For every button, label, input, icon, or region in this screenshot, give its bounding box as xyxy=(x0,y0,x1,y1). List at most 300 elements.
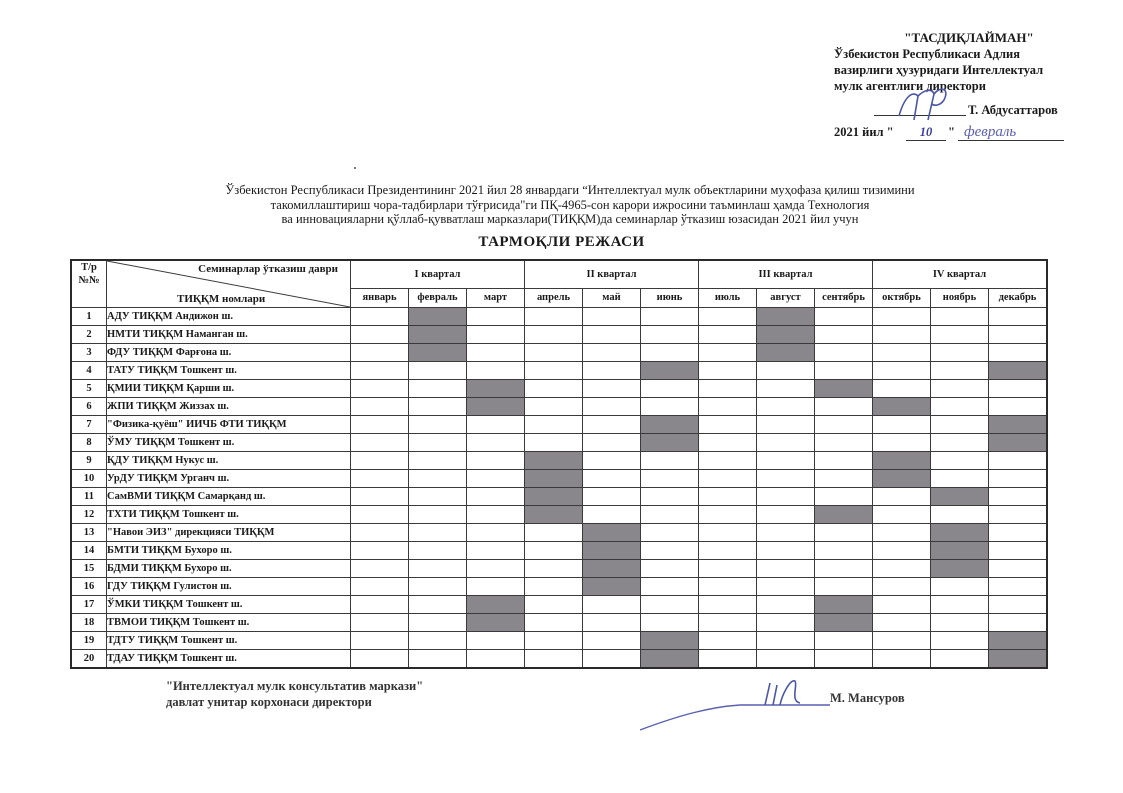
approval-line-1: Ўзбекистон Республикаси Адлия xyxy=(834,47,1020,61)
quarter-4-header: IV квартал xyxy=(873,260,1048,288)
row-number: 13 xyxy=(71,524,107,542)
month-cell xyxy=(583,650,641,669)
month-cell xyxy=(699,434,757,452)
table-row xyxy=(71,506,1047,524)
scheduled-month-cell xyxy=(757,326,815,344)
month-cell xyxy=(641,596,699,614)
month-cell xyxy=(583,452,641,470)
center-name: ҚДУ ТИҚҚМ Нукус ш. xyxy=(107,452,351,470)
scheduled-month-cell xyxy=(525,470,583,488)
row-number: 18 xyxy=(71,614,107,632)
month-cell xyxy=(989,506,1048,524)
month-cell xyxy=(641,542,699,560)
month-cell xyxy=(815,542,873,560)
month-cell xyxy=(815,524,873,542)
month-cell xyxy=(699,398,757,416)
row-number: 11 xyxy=(71,488,107,506)
month-cell xyxy=(641,344,699,362)
month-cell xyxy=(931,326,989,344)
month-cell xyxy=(641,578,699,596)
month-cell xyxy=(409,632,467,650)
scheduled-month-cell xyxy=(757,344,815,362)
month-cell xyxy=(873,362,931,380)
approval-line-3: мулк агентлиги директори xyxy=(834,79,986,93)
row-number: 17 xyxy=(71,596,107,614)
approval-month: феврaль xyxy=(958,124,1064,141)
approval-signature-row xyxy=(834,100,1094,122)
table-row xyxy=(71,344,1047,362)
table-row xyxy=(71,650,1047,669)
quarter-header-row xyxy=(71,260,1047,288)
month-cell xyxy=(873,488,931,506)
month-cell xyxy=(409,416,467,434)
month-cell xyxy=(873,308,931,326)
month-cell xyxy=(409,560,467,578)
scheduled-month-cell xyxy=(815,380,873,398)
center-name: ЖПИ ТИҚҚМ Жиззах ш. xyxy=(107,398,351,416)
scheduled-month-cell xyxy=(641,650,699,669)
month-cell xyxy=(757,488,815,506)
row-number: 20 xyxy=(71,650,107,669)
table-row xyxy=(71,434,1047,452)
approval-signer-name: Т. Абдусаттаров xyxy=(968,103,1058,117)
month-cell xyxy=(525,308,583,326)
scheduled-month-cell xyxy=(931,488,989,506)
month-cell xyxy=(815,416,873,434)
center-name: СамВМИ ТИҚҚМ Самарқанд ш. xyxy=(107,488,351,506)
table-row xyxy=(71,416,1047,434)
scheduled-month-cell xyxy=(815,596,873,614)
month-cell xyxy=(583,398,641,416)
month-cell xyxy=(873,344,931,362)
month-cell xyxy=(873,596,931,614)
month-cell xyxy=(989,614,1048,632)
month-cell xyxy=(815,632,873,650)
month-cell xyxy=(351,506,409,524)
month-cell xyxy=(583,488,641,506)
quarter-2-header: II квартал xyxy=(525,260,699,288)
month-cell xyxy=(931,380,989,398)
month-cell xyxy=(931,362,989,380)
month-cell xyxy=(931,596,989,614)
month-cell xyxy=(467,632,525,650)
month-cell xyxy=(583,470,641,488)
row-number: 9 xyxy=(71,452,107,470)
month-cell xyxy=(467,488,525,506)
month-cell xyxy=(351,416,409,434)
center-name: ТВМОИ ТИҚҚМ Тошкент ш. xyxy=(107,614,351,632)
document-title: ТАРМОҚЛИ РЕЖАСИ xyxy=(478,234,645,250)
month-cell xyxy=(467,470,525,488)
month-cell xyxy=(525,542,583,560)
center-name: ЎМУ ТИҚҚМ Тошкент ш. xyxy=(107,434,351,452)
scheduled-month-cell xyxy=(931,542,989,560)
month-cell xyxy=(873,380,931,398)
month-cell xyxy=(351,452,409,470)
month-cell xyxy=(699,380,757,398)
month-cell xyxy=(815,488,873,506)
month-cell xyxy=(351,614,409,632)
table-row xyxy=(71,326,1047,344)
row-number: 8 xyxy=(71,434,107,452)
month-cell xyxy=(467,542,525,560)
month-cell xyxy=(757,506,815,524)
row-number: 12 xyxy=(71,506,107,524)
number-header-line-1: Т/р xyxy=(81,262,97,273)
month-cell xyxy=(989,560,1048,578)
center-name: АДУ ТИҚҚМ Андижон ш. xyxy=(107,308,351,326)
center-name: БДМИ ТИҚҚМ Бухоро ш. xyxy=(107,560,351,578)
table-row xyxy=(71,380,1047,398)
month-cell xyxy=(757,614,815,632)
month-cell xyxy=(351,308,409,326)
row-number: 5 xyxy=(71,380,107,398)
intro-line-2: такомиллаштириш чора-тадбирлари тўғрисида"ги ПҚ-4965-сон карори ижросини таъминлаш ҳамда Технология xyxy=(270,197,870,212)
month-cell xyxy=(815,308,873,326)
month-cell xyxy=(409,362,467,380)
month-cell xyxy=(525,650,583,669)
month-cell xyxy=(931,506,989,524)
center-name: "Физика-қуёш" ИИЧБ ФТИ ТИҚҚМ xyxy=(107,416,351,434)
month-cell xyxy=(351,488,409,506)
month-cell xyxy=(467,560,525,578)
month-cell xyxy=(467,506,525,524)
month-cell xyxy=(931,632,989,650)
month-cell xyxy=(467,416,525,434)
scheduled-month-cell xyxy=(873,470,931,488)
month-cell xyxy=(757,398,815,416)
month-cell xyxy=(931,434,989,452)
table-row xyxy=(71,398,1047,416)
month-cell xyxy=(815,434,873,452)
center-name: ФДУ ТИҚҚМ Фарғона ш. xyxy=(107,344,351,362)
scheduled-month-cell xyxy=(989,416,1048,434)
month-cell xyxy=(583,596,641,614)
month-cell xyxy=(641,326,699,344)
month-cell xyxy=(699,416,757,434)
plan-table-body xyxy=(71,308,1047,669)
month-cell xyxy=(931,578,989,596)
month-cell xyxy=(583,308,641,326)
month-cell xyxy=(583,344,641,362)
table-row xyxy=(71,560,1047,578)
month-header-7: июль xyxy=(699,288,757,307)
footer-line-2: давлат унитар корхонаси директори xyxy=(166,695,372,709)
table-row xyxy=(71,470,1047,488)
month-cell xyxy=(351,632,409,650)
month-cell xyxy=(467,308,525,326)
month-cell xyxy=(467,650,525,669)
month-cell xyxy=(583,434,641,452)
month-cell xyxy=(409,524,467,542)
name-column-header xyxy=(107,260,351,308)
center-name: ТДАУ ТИҚҚМ Тошкент ш. xyxy=(107,650,351,669)
month-cell xyxy=(525,380,583,398)
month-cell xyxy=(409,596,467,614)
month-cell xyxy=(989,398,1048,416)
month-cell xyxy=(873,524,931,542)
scheduled-month-cell xyxy=(815,506,873,524)
month-header-1: январь xyxy=(351,288,409,307)
month-cell xyxy=(873,578,931,596)
scan-speck xyxy=(354,167,356,169)
month-cell xyxy=(699,362,757,380)
scheduled-month-cell xyxy=(989,434,1048,452)
month-cell xyxy=(989,596,1048,614)
month-cell xyxy=(641,452,699,470)
month-cell xyxy=(467,524,525,542)
approval-block xyxy=(834,30,1094,142)
month-cell xyxy=(351,596,409,614)
quarter-1-header: I квартал xyxy=(351,260,525,288)
month-cell xyxy=(583,506,641,524)
month-cell xyxy=(989,542,1048,560)
month-cell xyxy=(873,506,931,524)
month-cell xyxy=(699,560,757,578)
month-cell xyxy=(525,416,583,434)
month-cell xyxy=(873,650,931,669)
month-cell xyxy=(641,308,699,326)
approval-year: 2021 йил " xyxy=(834,125,894,139)
approval-date-row xyxy=(834,122,1094,142)
month-cell xyxy=(873,542,931,560)
month-cell xyxy=(525,326,583,344)
month-cell xyxy=(815,344,873,362)
month-cell xyxy=(757,596,815,614)
month-cell xyxy=(931,308,989,326)
month-cell xyxy=(699,650,757,669)
month-cell xyxy=(699,326,757,344)
month-cell xyxy=(931,452,989,470)
month-cell xyxy=(699,452,757,470)
month-cell xyxy=(931,344,989,362)
month-cell xyxy=(699,596,757,614)
handwritten-signature-icon xyxy=(894,86,964,126)
month-cell xyxy=(409,470,467,488)
approval-title: "ТАСДИҚЛАЙМАН" xyxy=(904,30,1034,45)
scheduled-month-cell xyxy=(467,614,525,632)
row-number: 4 xyxy=(71,362,107,380)
table-row xyxy=(71,614,1047,632)
table-row xyxy=(71,308,1047,326)
month-header-5: май xyxy=(583,288,641,307)
month-cell xyxy=(467,434,525,452)
scheduled-month-cell xyxy=(409,344,467,362)
table-row xyxy=(71,452,1047,470)
scheduled-month-cell xyxy=(467,596,525,614)
month-cell xyxy=(351,650,409,669)
month-cell xyxy=(351,362,409,380)
scheduled-month-cell xyxy=(641,434,699,452)
footer-organization xyxy=(166,678,423,710)
month-header-4: апрель xyxy=(525,288,583,307)
month-cell xyxy=(699,488,757,506)
month-cell xyxy=(815,578,873,596)
month-cell xyxy=(873,632,931,650)
scheduled-month-cell xyxy=(409,308,467,326)
center-name: ТДТУ ТИҚҚМ Тошкент ш. xyxy=(107,632,351,650)
month-cell xyxy=(409,506,467,524)
month-cell xyxy=(525,632,583,650)
row-number: 14 xyxy=(71,542,107,560)
month-cell xyxy=(409,380,467,398)
month-cell xyxy=(699,614,757,632)
month-cell xyxy=(525,398,583,416)
month-cell xyxy=(699,542,757,560)
month-cell xyxy=(467,344,525,362)
table-row xyxy=(71,578,1047,596)
row-number: 19 xyxy=(71,632,107,650)
scheduled-month-cell xyxy=(757,308,815,326)
month-cell xyxy=(815,362,873,380)
footer-signer-name: М. Мансуров xyxy=(830,691,905,705)
row-number: 3 xyxy=(71,344,107,362)
row-number: 7 xyxy=(71,416,107,434)
month-cell xyxy=(699,344,757,362)
period-header-label: Семинарлар ўтказиш даври xyxy=(198,263,338,275)
month-cell xyxy=(815,650,873,669)
month-cell xyxy=(467,362,525,380)
month-cell xyxy=(757,524,815,542)
center-name: ЎМКИ ТИҚҚМ Тошкент ш. xyxy=(107,596,351,614)
month-cell xyxy=(931,614,989,632)
month-cell xyxy=(699,308,757,326)
month-cell xyxy=(815,560,873,578)
month-cell xyxy=(351,542,409,560)
month-cell xyxy=(351,470,409,488)
center-name: ҚМИИ ТИҚҚМ Қарши ш. xyxy=(107,380,351,398)
month-cell xyxy=(409,398,467,416)
month-cell xyxy=(699,578,757,596)
month-cell xyxy=(873,416,931,434)
month-cell xyxy=(641,614,699,632)
month-cell xyxy=(989,488,1048,506)
footer-line-1: "Интеллектуал мулк консультатив маркази" xyxy=(166,679,424,693)
month-cell xyxy=(525,614,583,632)
month-cell xyxy=(641,524,699,542)
scheduled-month-cell xyxy=(467,398,525,416)
row-number: 6 xyxy=(71,398,107,416)
month-cell xyxy=(757,416,815,434)
month-cell xyxy=(409,542,467,560)
month-cell xyxy=(583,614,641,632)
month-cell xyxy=(815,452,873,470)
month-cell xyxy=(989,578,1048,596)
month-cell xyxy=(989,308,1048,326)
scheduled-month-cell xyxy=(467,380,525,398)
center-name: "Навои ЭИЗ" дирекцияси ТИҚҚМ xyxy=(107,524,351,542)
month-cell xyxy=(351,380,409,398)
month-cell xyxy=(931,416,989,434)
scheduled-month-cell xyxy=(641,416,699,434)
month-cell xyxy=(989,326,1048,344)
month-cell xyxy=(525,596,583,614)
row-number: 10 xyxy=(71,470,107,488)
intro-line-1: Ўзбекистон Республикаси Президентининг 2021 йил 28 январдаги “Интеллектуал мулк объектларини муҳофаза қилиш тизимини xyxy=(225,183,915,197)
scheduled-month-cell xyxy=(583,542,641,560)
table-row xyxy=(71,524,1047,542)
month-cell xyxy=(757,560,815,578)
approval-day-close-quote: " xyxy=(948,125,955,139)
month-cell xyxy=(815,326,873,344)
scheduled-month-cell xyxy=(583,578,641,596)
month-cell xyxy=(873,560,931,578)
month-cell xyxy=(931,398,989,416)
approval-line-2: вазирлиги ҳузуридаги Интеллектуал xyxy=(834,63,1044,77)
month-cell xyxy=(409,434,467,452)
month-header-8: август xyxy=(757,288,815,307)
scheduled-month-cell xyxy=(931,524,989,542)
intro-paragraph xyxy=(150,183,990,227)
month-cell xyxy=(467,452,525,470)
month-cell xyxy=(757,452,815,470)
month-cell xyxy=(699,506,757,524)
month-cell xyxy=(989,470,1048,488)
month-cell xyxy=(351,524,409,542)
month-cell xyxy=(409,578,467,596)
scheduled-month-cell xyxy=(525,488,583,506)
month-cell xyxy=(699,632,757,650)
month-cell xyxy=(525,434,583,452)
month-cell xyxy=(757,362,815,380)
month-cell xyxy=(641,506,699,524)
month-cell xyxy=(815,398,873,416)
month-cell xyxy=(525,578,583,596)
month-header-11: ноябрь xyxy=(931,288,989,307)
month-cell xyxy=(525,524,583,542)
month-cell xyxy=(873,614,931,632)
month-cell xyxy=(525,362,583,380)
month-cell xyxy=(409,614,467,632)
row-number: 2 xyxy=(71,326,107,344)
scheduled-month-cell xyxy=(989,650,1048,669)
month-cell xyxy=(641,470,699,488)
month-cell xyxy=(873,434,931,452)
month-cell xyxy=(351,578,409,596)
month-cell xyxy=(641,398,699,416)
month-header-2: февраль xyxy=(409,288,467,307)
row-number: 15 xyxy=(71,560,107,578)
month-cell xyxy=(525,344,583,362)
month-cell xyxy=(583,632,641,650)
month-cell xyxy=(757,632,815,650)
month-cell xyxy=(989,344,1048,362)
center-name: ГДУ ТИҚҚМ Гулистон ш. xyxy=(107,578,351,596)
month-cell xyxy=(409,650,467,669)
month-cell xyxy=(757,470,815,488)
scheduled-month-cell xyxy=(525,506,583,524)
month-header-10: октябрь xyxy=(873,288,931,307)
center-name: НМТИ ТИҚҚМ Наманган ш. xyxy=(107,326,351,344)
month-cell xyxy=(351,398,409,416)
table-row xyxy=(71,542,1047,560)
month-cell xyxy=(699,470,757,488)
month-cell xyxy=(931,470,989,488)
month-cell xyxy=(815,470,873,488)
scheduled-month-cell xyxy=(525,452,583,470)
month-cell xyxy=(467,326,525,344)
month-header-6: июнь xyxy=(641,288,699,307)
scheduled-month-cell xyxy=(641,632,699,650)
scheduled-month-cell xyxy=(931,560,989,578)
month-cell xyxy=(641,380,699,398)
month-cell xyxy=(351,560,409,578)
intro-line-3: ва инновацияларни қўллаб-қувватлаш марказлари(ТИҚҚМ)да семинарлар ўтказиш юзасидан 2021 йил учун xyxy=(281,212,859,226)
month-cell xyxy=(583,380,641,398)
seminar-plan-table xyxy=(70,259,1048,669)
month-cell xyxy=(409,452,467,470)
month-cell xyxy=(757,434,815,452)
